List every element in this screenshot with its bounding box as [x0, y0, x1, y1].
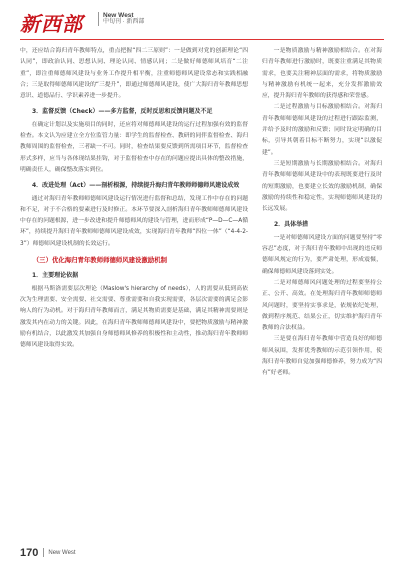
page-number: 170: [20, 546, 39, 559]
paragraph: 根据马斯洛需要层次理论（Maslow's hierarchy of needs），人的需要从低到高依次为生理需要、安全需要、社交需要、尊重需要和自我实现需要，各层次需要的满足会影响人的行为动机。对于海归青年教师而言，满足其物质需要是基础，满足其精神需要则是激发其内在动力的关键。因此，在海归青年教师师德师风建设中，要把物质激励与精神激励有机结合，以此激发其加强自身师德师风修养的积极性和主动性，推动海归青年教师师德师风建设取得实效。: [20, 285, 248, 349]
subsection-heading-theory: 1．主要理论依据: [32, 272, 79, 280]
paragraph: 三是要在海归青年教师中营造良好的师德师风氛围，发挥优秀教师的示范引领作用，使海归青年教师自觉加强师德修养，努力成为“四有”好老师。: [262, 336, 382, 377]
paragraph: 在确定计划以及实施项目的同时，还应将对师德师风建设的运行过程加强有效的监督检查。本文认为应建立全方位监管力量：即学生的监督检查、教研的同伴监督检查、海归教师周围的监督检查，三者缺一不可。同时，检查结果要反馈到所需项目环节，监督检查形式多样，应当与各体现结果挂钩，对于监督检查中存在的问题应提出具体的整改措施，明确责任人，确保整改落实到位。: [20, 121, 248, 173]
subsection-heading-check: 3．监督反馈（Check）——多方监督，反时反思和反馈问题及不足: [32, 108, 213, 116]
header-rule: [20, 39, 384, 40]
right-text-column: [262, 46, 382, 380]
paragraph: 二是对师德师风问题处理的过程要坚持公正、公开、高效。在处理海归青年教师师德师风问题时，要坚持实事求是，依规依纪处理，做到程序规范、结果公正，切实维护海归青年教师的合法权益。: [262, 279, 382, 332]
paragraph: 一是物质激励与精神激励相结合。在对海归青年教师进行激励时，既要注重满足其物质需求，也要关注精神层面的需求，将物质激励与精神激励有机统一起来，充分发挥激励效应，提升海归青年教师的获得感和荣誉感。: [262, 48, 382, 100]
paragraph: 一是对师德师风建设方面的问题要坚持“零容忍”态度，对于海归青年教师中出现的违反师德师风规定的行为，要严肃处理，形成震慑，确保师德师风建设落到实处。: [262, 234, 382, 275]
magazine-logo: 新西部: [20, 12, 83, 36]
footer-divider: [43, 548, 44, 557]
section-heading: （三）优化海归青年教师师德师风建设激励机制: [32, 256, 167, 265]
page-footer: [20, 544, 76, 558]
subsection-heading-act: 4．改进处理（Act）——剖析根源，持续提升海归青年教师师德师风建设成效: [32, 182, 240, 190]
page-header: [0, 0, 402, 46]
paragraph: 通过对海归青年教师师德师风建设运行情况进行监督和总结，发现工作中存在的问题和不足，对于不合格的要素进行及时修正。本环节要深入剖析海归青年教师师德师风建设中存在的问题根源，进一步改进和提升师德师风的建设与管理，进而形成“P—D—C—A循环”，持续提升海归青年教师师德师风建设成效，实现海归青年教师“四位一体”（“4-4-2-3”）师德师风建设机制的长效运行。: [20, 195, 248, 247]
magazine-logo-subtitle: [98, 12, 144, 26]
paragraph: 二是过程激励与目标激励相结合。对海归青年教师师德师风建设的过程进行跟踪监测，并给予及时的激励和反馈；同时设定明确的目标，引导其朝着目标不断努力，实现“以激促建”。: [262, 104, 382, 156]
footer-magazine-name: New West: [48, 549, 76, 556]
logo-english-name: New West: [103, 12, 134, 19]
logo-sub-label: 中旬刊 · 新西部: [103, 19, 145, 25]
paragraph: 三是短期激励与长期激励相结合。对海归青年教师师德师风建设中的表现既要进行及时的短期激励，也要建立长效的激励机制，确保激励的持续性和稳定性，实现师德师风建设的长远发展。: [262, 160, 382, 213]
paragraph: 中，还应结合海归青年教师特点，重点把握“四二三原则”：一是做到对党的创新理论“四认同”，即政治认同、思想认同、理论认同、情感认同；二是做好师德师风培育“二注重”，即注重师德师风建设与业务工作提升相平衡，注重师德师风建设常态和实践相融合；三是取得师德师风建设的“三提升”，即通过师德师风建设，使广大海归青年教师思想意识、道德品行、学识素养进一步提升。: [20, 48, 248, 100]
left-text-column: [20, 46, 248, 351]
subsection-heading-measures: 2．具体举措: [274, 221, 309, 229]
